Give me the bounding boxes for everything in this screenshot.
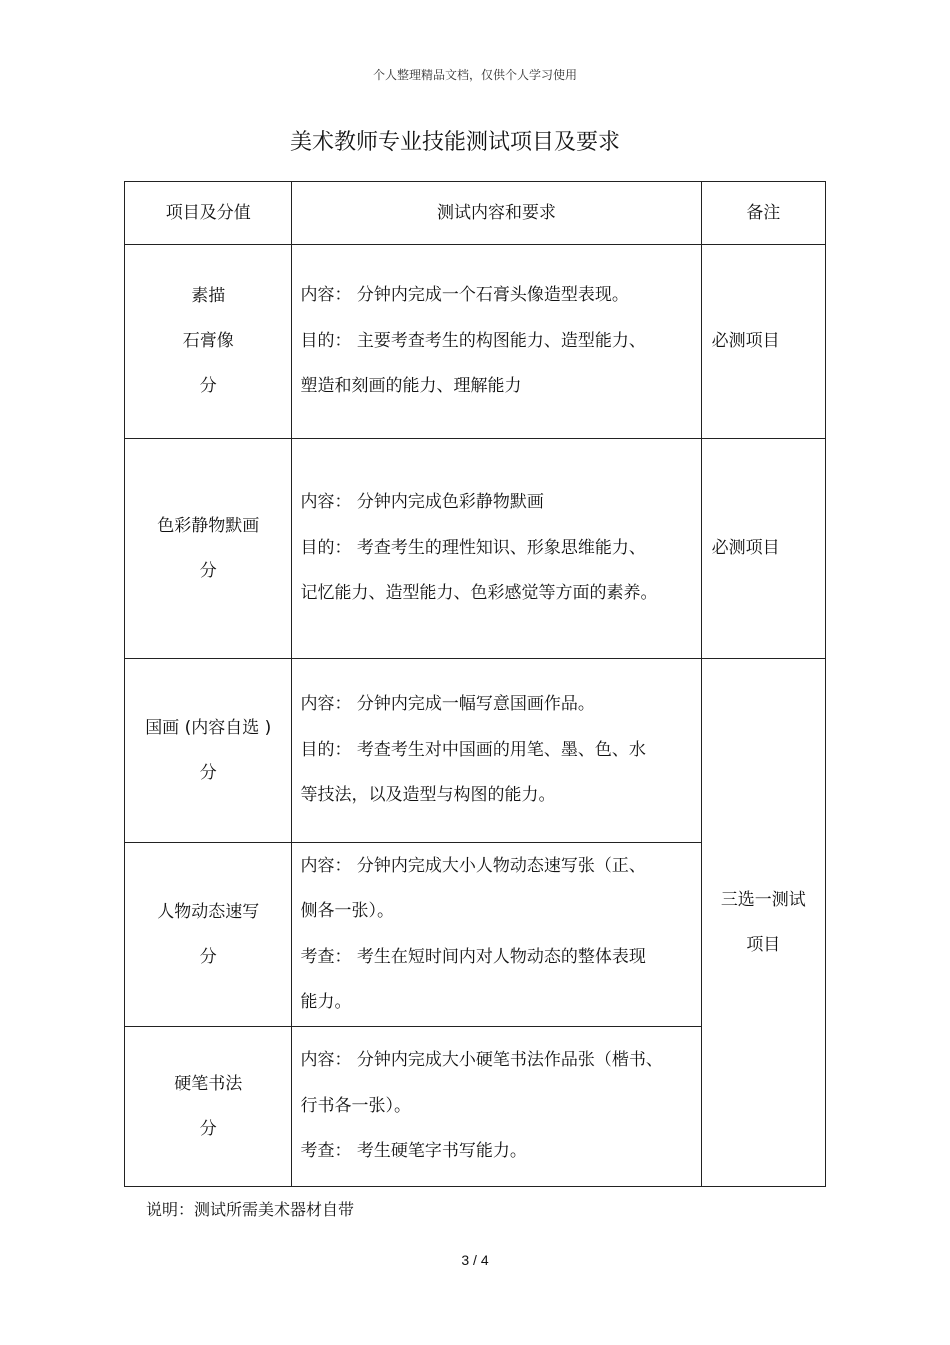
header-content: 测试内容和要求 xyxy=(292,182,701,245)
item-label: 人物动态速写 xyxy=(157,901,260,922)
header-note: 个人整理精品文档，仅供个人学习使用 xyxy=(372,68,577,82)
table-row xyxy=(125,439,826,659)
content-line: 侧各一张）。 xyxy=(300,901,394,921)
content-line: 塑造和刻画的能力、理解能力 xyxy=(300,376,522,397)
content-line: 内容： 分钟内完成色彩静物默画 xyxy=(300,492,544,513)
item-cell xyxy=(125,1027,292,1187)
item-cell xyxy=(125,659,292,843)
content-line: 内容： 分钟内完成一个石膏头像造型表现。 xyxy=(300,285,629,306)
content-line: 能力。 xyxy=(300,992,352,1012)
merged-note-line: 三选一测试 xyxy=(720,889,806,910)
content-line: 考查： 考生硬笔字书写能力。 xyxy=(300,1141,527,1162)
item-label: 素描 xyxy=(191,286,226,306)
item-score: 分 xyxy=(199,1118,217,1139)
merged-note-line: 项目 xyxy=(746,934,781,955)
footer-note: 说明：测试所需美术器材自带 xyxy=(146,1200,355,1219)
table-row xyxy=(125,245,826,439)
requirements-table xyxy=(124,181,826,1187)
item-cell xyxy=(125,843,292,1027)
content-cell xyxy=(292,245,701,439)
item-score: 分 xyxy=(199,762,217,783)
table-row xyxy=(125,659,826,843)
content-line: 记忆能力、造型能力、色彩感觉等方面的素养。 xyxy=(300,583,658,604)
item-cell xyxy=(125,439,292,659)
content-line: 目的： 主要考查考生的构图能力、造型能力、 xyxy=(300,330,646,351)
item-score: 分 xyxy=(199,560,217,581)
item-label: 石膏像 xyxy=(182,331,234,351)
item-score: 分 xyxy=(199,376,217,396)
content-cell xyxy=(292,843,701,1027)
content-line: 内容： 分钟内完成大小硬笔书法作品张（楷书、 xyxy=(300,1050,663,1071)
content-cell xyxy=(292,659,701,843)
header-item: 项目及分值 xyxy=(125,182,292,245)
item-label: 国画 (内容自选 ) xyxy=(145,717,272,738)
content-line: 目的： 考查考生的理性知识、形象思维能力、 xyxy=(300,537,646,558)
content-cell xyxy=(292,1027,701,1187)
item-label: 硬笔书法 xyxy=(174,1073,243,1094)
header-note-col: 备注 xyxy=(701,182,825,245)
content-line: 内容： 分钟内完成大小人物动态速写张（正、 xyxy=(300,855,646,876)
content-line: 内容： 分钟内完成一幅写意国画作品。 xyxy=(300,694,595,715)
item-cell xyxy=(125,245,292,439)
content-line: 目的： 考查考生对中国画的用笔、墨、色、水 xyxy=(300,739,646,760)
note-cell: 必测项目 xyxy=(701,439,825,659)
table-header-row xyxy=(125,182,826,245)
content-cell xyxy=(292,439,701,659)
merged-note-cell xyxy=(701,659,825,1187)
item-label: 色彩静物默画 xyxy=(157,515,260,536)
content-line: 考查： 考生在短时间内对人物动态的整体表现 xyxy=(300,946,646,967)
page-number: 3 / 4 xyxy=(461,1252,489,1268)
document-title: 美术教师专业技能测试项目及要求 xyxy=(289,130,620,155)
note-cell: 必测项目 xyxy=(701,245,825,439)
content-line: 等技法，以及造型与构图的能力。 xyxy=(300,785,556,806)
content-line: 行书各一张）。 xyxy=(300,1095,411,1116)
item-score: 分 xyxy=(199,946,217,967)
